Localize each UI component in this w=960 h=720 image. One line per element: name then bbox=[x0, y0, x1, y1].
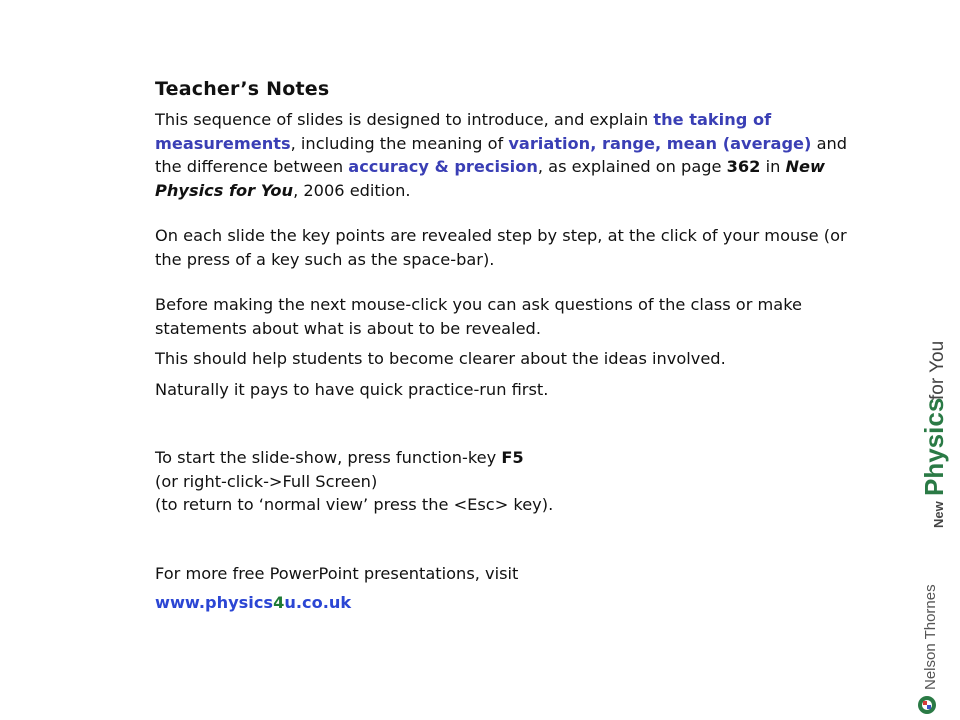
website-link[interactable] bbox=[155, 593, 351, 612]
url-part-1: www.physics bbox=[155, 593, 274, 612]
book-title: New Physics for You bbox=[155, 157, 825, 200]
intro-text-5: in bbox=[760, 157, 786, 176]
logo-physics: Physics bbox=[919, 397, 949, 496]
notes-title: Teacher’s Notes bbox=[155, 78, 330, 100]
practice-paragraph: Naturally it pays to have quick practice-run first. bbox=[155, 379, 549, 399]
highlight-accuracy: accuracy & precision bbox=[348, 157, 538, 176]
intro-text-3: and the difference between bbox=[155, 133, 848, 176]
nelson-thornes-mark-icon bbox=[918, 696, 936, 714]
highlight-variation: variation, range, mean (average) bbox=[508, 133, 812, 153]
logo-for-you: for You bbox=[927, 340, 948, 400]
physics-logo bbox=[905, 330, 955, 530]
intro-text-2: , including the meaning of bbox=[290, 133, 509, 153]
more-text: For more free PowerPoint presentations, visit bbox=[155, 563, 519, 583]
questions-paragraph: Before making the next mouse-click you can ask questions of the class or make statements about what is about to be revealed. bbox=[155, 295, 802, 338]
reveal-paragraph: On each slide the key points are revealed step by step, at the click of your mouse (or the press of a key such as the space-bar). bbox=[155, 226, 847, 269]
return-text: (to return to ‘normal view’ press the <Esc> key). bbox=[155, 495, 554, 514]
teachers-notes bbox=[155, 78, 855, 612]
url-part-4: 4 bbox=[273, 593, 285, 612]
nelson-thornes-logo bbox=[905, 570, 955, 720]
intro-text-1: This sequence of slides is designed to introduce, and explain bbox=[155, 110, 654, 129]
url-part-2: u.co.uk bbox=[284, 593, 352, 612]
clarity-paragraph: This should help students to become clearer about the ideas involved. bbox=[155, 349, 726, 368]
intro-text-4: , as explained on page bbox=[537, 157, 727, 176]
fullscreen-text: (or right-click->Full Screen) bbox=[155, 471, 378, 491]
intro-text-6: , 2006 edition. bbox=[293, 180, 411, 200]
start-instructions bbox=[155, 446, 855, 517]
intro-paragraph bbox=[155, 108, 855, 202]
highlight-measurements: the taking of measurements bbox=[155, 110, 772, 153]
logo-publisher: Nelson Thornes bbox=[922, 584, 939, 690]
f5-key: F5 bbox=[501, 448, 524, 467]
logo-new: New bbox=[931, 501, 946, 528]
page-number: 362 bbox=[726, 157, 761, 176]
start-text: To start the slide-show, press function-key bbox=[155, 448, 502, 467]
